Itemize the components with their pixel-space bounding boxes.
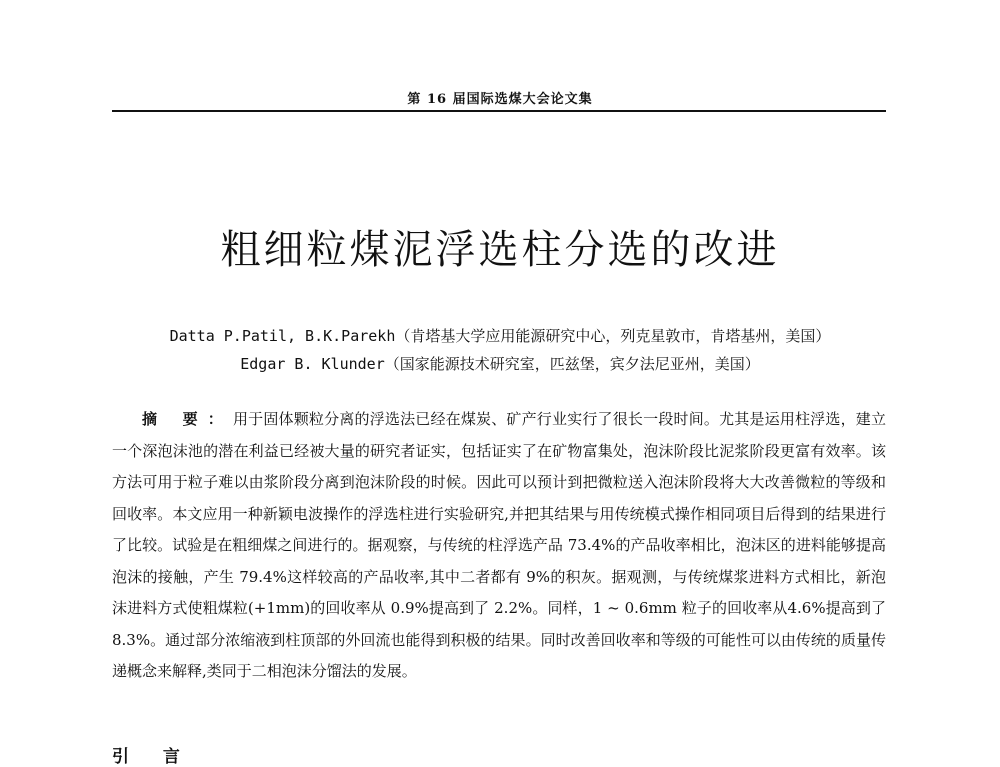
abstract-text: 用于固体颗粒分离的浮选法已经在煤炭、矿产行业实行了很长一段时间。尤其是运用柱浮选，建立一个深泡沫池的潜在利益已经被大量的研究者证实，包括证实了在矿物富集处，泡沫阶段比泥浆阶段更富有效率。该方法可用于粒子难以由浆阶段分离到泡沫阶段的时候。因此可以预计到把微粒送入泡沫阶段将大大改善微粒的等级和回收率。本文应用一种新颖电波操作的浮选柱进行实验研究,并把其结果与用传统模式操作相同项目后得到的结果进行了比较。试验是在粗细煤之间进行的。据观察，与传统的柱浮选产品 73.4%的产品收率相比，泡沫区的进料能够提高泡沫的接触，产生 79.4%这样较高的产品收率,其中二者都有 9%的积灰。据观测，与传统煤浆进料方式相比，新泡沫进料方式使粗煤粒(+1mm)的回收率从 0.9%提高到了 2.2%。同样，1 ~ 0.6mm 粒子的回收率从4.6%提高到了 8.3%。通过部分浓缩液到柱顶部的外回流也能得到积极的结果。同时改善回收率和等级的可能性可以由传统的质量传递概念来解释,类同于二相泡沫分馏法的发展。 [112, 410, 886, 680]
abstract-label: 摘 要： [142, 410, 233, 428]
section-heading-introduction: 引 言 [112, 747, 194, 767]
author-line-1 [0, 322, 1000, 350]
running-header: 第 16 届国际选煤大会论文集 [407, 92, 593, 107]
abstract [112, 404, 886, 688]
author-affiliation-1: （肯塔基大学应用能源研究中心，列克星敦市，肯塔基州，美国） [395, 327, 831, 345]
author-affiliation-2: （国家能源技术研究室，匹兹堡，宾夕法尼亚州，美国） [384, 355, 760, 373]
author-names-1: Datta P.Patil, B.K.Parekh [169, 327, 396, 345]
author-block [0, 322, 1000, 378]
header-rule [112, 110, 886, 112]
paper-title: 粗细粒煤泥浮选柱分选的改进 [220, 227, 780, 273]
author-line-2 [0, 350, 1000, 378]
author-names-2: Edgar B. Klunder [240, 355, 385, 373]
